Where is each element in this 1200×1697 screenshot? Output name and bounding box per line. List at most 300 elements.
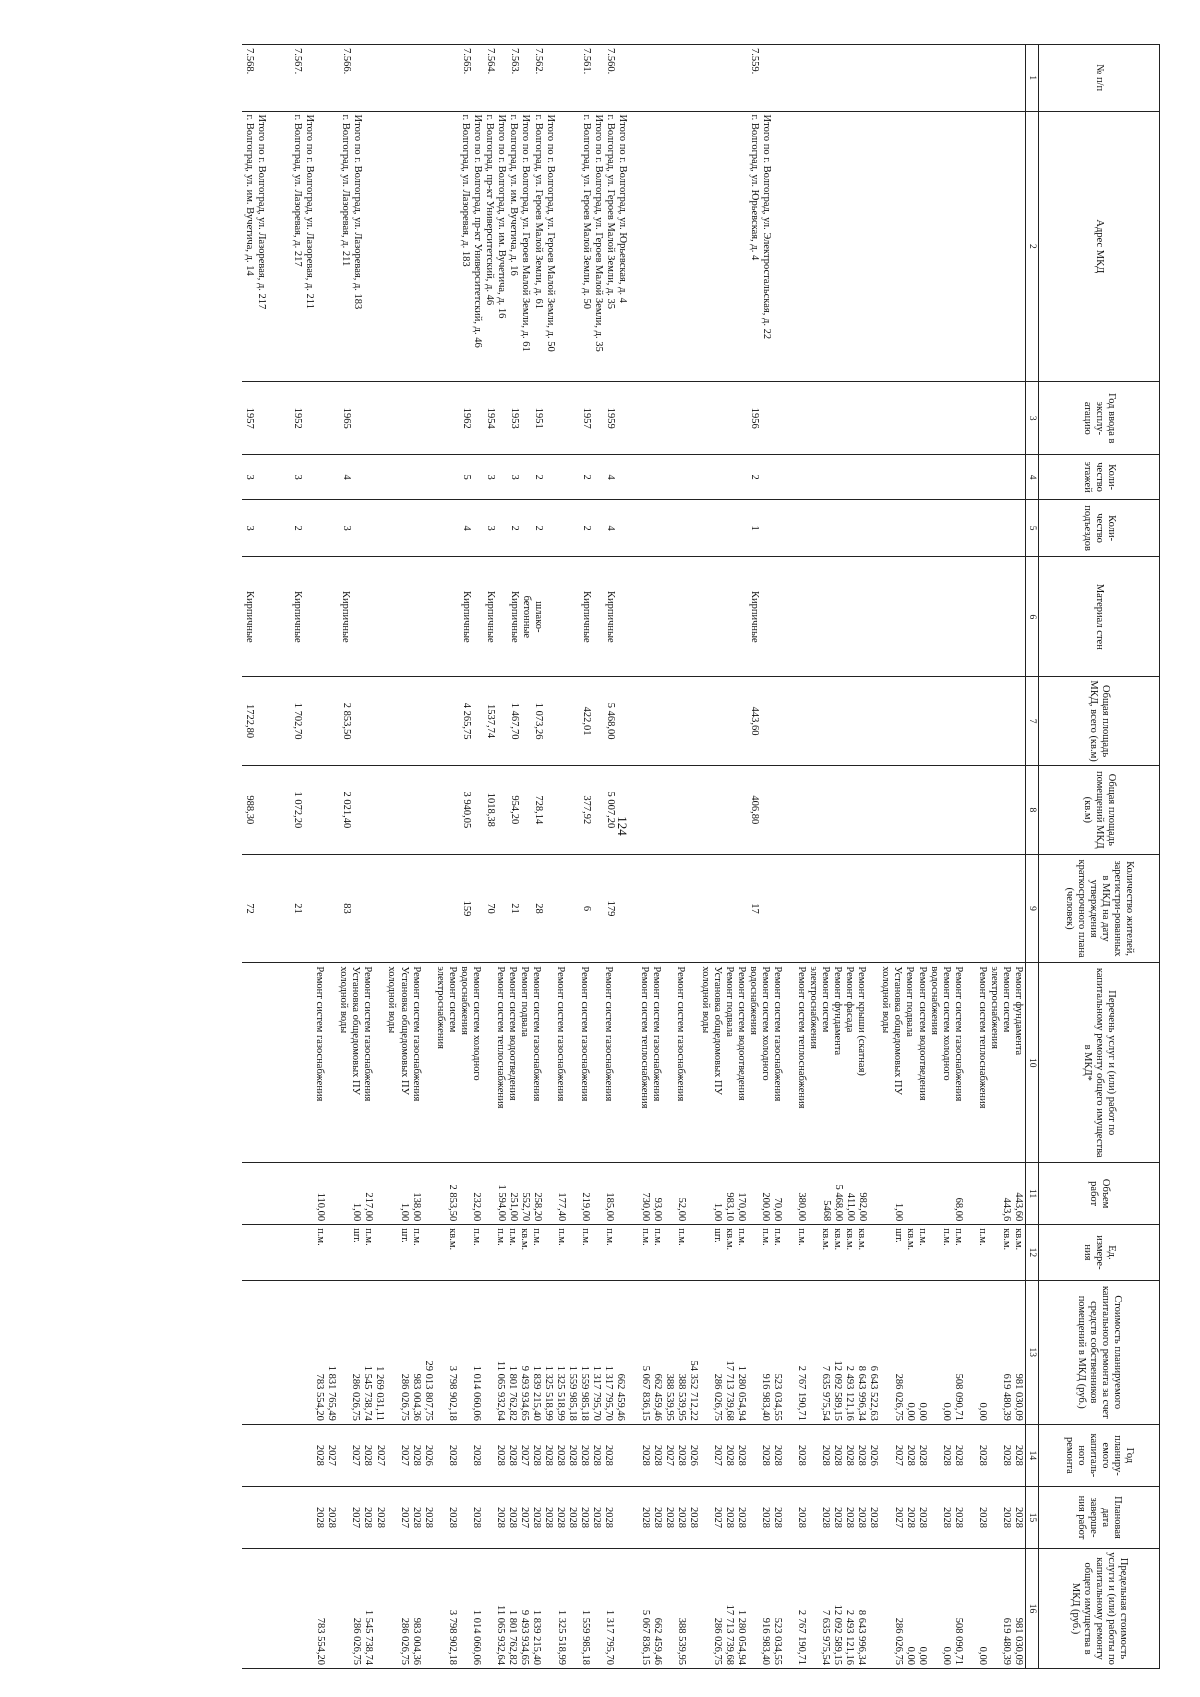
table-cell-line: 1 839 215,40 (531, 1365, 543, 1421)
header-cell: Объем работ (1039, 1163, 1160, 1225)
table-cell-line (400, 769, 412, 851)
table-cell-line (316, 858, 328, 960)
table-cell-line: 286 026,75 (711, 1617, 723, 1665)
table-cell-line (964, 769, 976, 851)
table-cell-line: водоснабжения (928, 966, 940, 1035)
table-cell-line: кв.м. (519, 1228, 531, 1251)
table-cell-line (832, 503, 844, 554)
table-cell-line: 8 643 996,34 (856, 1609, 868, 1665)
table-cell-line: 2028 (591, 1444, 603, 1466)
table-cell-line (424, 503, 436, 554)
column-number: 14 (1026, 1424, 1039, 1486)
table-cell-line (699, 1166, 711, 1221)
table-cell-line (544, 503, 556, 554)
table-cell-line: 3 (508, 474, 520, 480)
table-cell-line (337, 1428, 349, 1483)
table-cell-line (566, 966, 578, 1159)
table-cell-line (616, 458, 628, 495)
table-cell-line (880, 1228, 892, 1276)
table-cell-line (664, 560, 676, 673)
table-cell-line (796, 385, 808, 451)
table-cell-line: 286 026,75 (350, 1617, 362, 1665)
table-cell-line (255, 385, 267, 451)
table-cell-line (640, 458, 652, 495)
table-cell-line: 1954 (484, 407, 496, 429)
table-cell-line (676, 48, 688, 108)
table-cell-line (808, 858, 820, 960)
table-cell-line (976, 385, 988, 451)
table-cell-line (436, 503, 448, 554)
table-cell-line: 2028 (1000, 1507, 1012, 1528)
table-cell-line: 1537,74 (484, 704, 496, 739)
table-cell-line: 1 839 215,40 (531, 1609, 543, 1665)
table-cell-line: бетонные (520, 595, 532, 639)
header-cell: Перечень услуг и (или) работ по капитальному ремонту общего имущества в МКД* (1039, 963, 1160, 1163)
table-cell-line (712, 458, 724, 495)
table-cell-line: водоснабжения (458, 966, 470, 1035)
table-cell-line: 2028 (736, 1444, 747, 1466)
table-cell-line (628, 769, 640, 851)
table-cell-line (844, 48, 856, 108)
table-cell-line (1012, 48, 1024, 108)
table-cell-line (616, 503, 628, 554)
col-15-cell (242, 1486, 1026, 1548)
table-cell-line (591, 1228, 603, 1276)
table-cell-line (556, 503, 568, 554)
table-cell-line (976, 115, 988, 379)
table-cell-line (928, 769, 940, 851)
table-cell-line (736, 115, 748, 379)
table-cell-line: 2028 (904, 1444, 916, 1466)
table-cell-line: 11 065 932,64 (494, 1360, 506, 1421)
table-cell-line (436, 458, 448, 495)
table-cell-line (434, 1284, 446, 1421)
table-cell-line (337, 1284, 349, 1421)
table-cell-line (325, 966, 337, 1159)
table-cell-line (736, 503, 748, 554)
table-cell-line (712, 560, 724, 673)
table-cell-line: 2028 (422, 1507, 434, 1528)
table-cell-line: 662 459,46 (651, 1617, 663, 1665)
table-cell-line: 2 (532, 474, 544, 480)
table-cell-line: 2028 (446, 1507, 458, 1528)
table-cell-line (892, 458, 904, 495)
table-cell-line (376, 560, 388, 673)
table-cell-line (615, 1490, 627, 1545)
table-cell-line: 0,00 (916, 1646, 928, 1665)
table-cell-line: 2026 (868, 1444, 880, 1466)
table-cell-line (796, 458, 808, 495)
table-cell-line: 2028 (543, 1444, 555, 1466)
table-cell-line (676, 680, 688, 762)
table-cell-line (952, 115, 964, 379)
table-cell-line (376, 48, 388, 108)
table-cell-line: п.м. (976, 1228, 988, 1246)
table-cell-line (424, 48, 436, 108)
table-cell-line: 411,00 (844, 1192, 856, 1222)
table-cell-line (784, 680, 796, 762)
table-cell-line (928, 385, 940, 451)
table-cell-line: 2028 (374, 1507, 386, 1528)
table-cell-line (904, 680, 916, 762)
table-cell-line: 177,40 (555, 1192, 567, 1222)
table-cell-line (279, 560, 291, 673)
table-cell-line: 2028 (772, 1444, 784, 1466)
table-cell-line (916, 769, 928, 851)
table-cell-line (640, 503, 652, 554)
table-cell-line (916, 458, 928, 495)
table-cell-line (820, 769, 832, 851)
table-cell-line: 3 798 902,18 (447, 1609, 459, 1665)
table-cell-line: 982,00 (856, 1192, 868, 1222)
table-cell-line (868, 1552, 880, 1665)
table-cell-line: Итого по г. Волгоград, ул. Лазоревая, д. 183 (352, 114, 364, 310)
table-cell-line: 4 (340, 474, 352, 480)
table-cell-line: п.м. (579, 1228, 591, 1246)
table-cell-line (940, 385, 952, 451)
table-cell-line (652, 385, 664, 451)
table-cell-line: 2028 (760, 1444, 772, 1466)
table-cell-line: Итого по г. Волгоград, ул. Лазоревая, д. 211 (304, 114, 315, 309)
table-cell-line (724, 503, 736, 554)
table-cell-line: Ремонт систем холодного (759, 966, 771, 1081)
table-cell-line (412, 385, 424, 451)
table-cell-line: 5 007,20 (604, 791, 616, 829)
table-cell-line (376, 769, 388, 851)
table-cell-line: Итого по г. Волгоград, ул. Героев Малой Земли, д. 50 (544, 114, 556, 352)
table-cell-line (1012, 769, 1024, 851)
table-cell-line: 2028 (772, 1507, 784, 1528)
table-cell-line: 1,00 (351, 1202, 363, 1222)
table-cell-line (916, 858, 928, 960)
col-10-cell (242, 963, 1026, 1163)
table-cell-line (400, 385, 412, 451)
table-cell-line: г. Волгоград, ул. Лазоревая, д. 211 (340, 114, 352, 267)
table-cell-line (736, 858, 748, 960)
table-cell-line: 2026 (687, 1444, 699, 1466)
table-cell-line (832, 769, 844, 851)
table-cell-line: Ремонт систем теплоснабжения (976, 966, 988, 1109)
table-cell-line (652, 680, 664, 762)
table-cell-line (304, 769, 316, 851)
table-cell-line: 443,6 (1000, 1197, 1012, 1222)
table-cell-line: г. Волгоград, ул. Героев Малой Земли, д. 50 (580, 114, 592, 310)
table-cell-line: 1,00 (712, 1202, 724, 1222)
table-cell-line (808, 503, 820, 554)
table-cell-line: 7.567. (292, 48, 304, 75)
table-cell-line (352, 858, 364, 960)
table-cell-line (388, 769, 400, 851)
table-cell-line: 2028 (675, 1444, 687, 1466)
table-cell-line (952, 458, 964, 495)
table-cell-line (988, 385, 1000, 451)
table-cell-line: 2 (292, 525, 304, 531)
table-cell-line (400, 560, 412, 673)
table-cell-line: 2027 (326, 1444, 338, 1466)
table-cell-line: 1 559 985,18 (579, 1609, 591, 1665)
table-cell-line (616, 48, 628, 108)
table-cell-line: 1 073,26 (532, 702, 544, 740)
table-cell-line (458, 1284, 470, 1421)
table-cell-line (472, 48, 484, 108)
table-cell-line: 0,00 (940, 1646, 952, 1665)
table-cell-line: 1 545 738,74 (363, 1609, 374, 1665)
table-cell-line: Ремонт подвала (519, 966, 531, 1037)
table-cell-line: п.м. (314, 1228, 326, 1246)
table-cell-line: водоснабжения (747, 966, 759, 1035)
table-cell-line (652, 560, 664, 673)
table-cell-line: 232,00 (471, 1192, 483, 1222)
table-cell-line (591, 1552, 603, 1665)
table-cell-line (784, 385, 796, 451)
table-cell-line: Кирпичные (460, 590, 472, 643)
table-cell-line (615, 1166, 627, 1221)
table-cell-line: 219,00 (579, 1192, 591, 1222)
table-cell-line (376, 458, 388, 495)
table-cell-line (747, 1284, 759, 1421)
table-cell-line (1012, 385, 1024, 451)
table-cell-line: 2028 (736, 1507, 747, 1528)
table-cell-line (364, 385, 376, 451)
table-cell-line: 2028 (639, 1444, 651, 1466)
table-cell-line (916, 560, 928, 673)
table-cell-line (760, 48, 772, 108)
table-cell-line (784, 769, 796, 851)
header-cell: Количество жителей, зарегистри-рованных в МКД на дату утверждения краткосрочного плана (человек) (1039, 854, 1160, 963)
table-cell-line (676, 858, 688, 960)
table-cell-line (784, 115, 796, 379)
table-cell-line (928, 1228, 940, 1276)
table-cell-line: кв.м. (856, 1228, 868, 1251)
col-14-cell (242, 1424, 1026, 1486)
table-cell-line (820, 458, 832, 495)
table-cell-line: 0,00 (976, 1402, 988, 1421)
table-cell-line (422, 966, 434, 1159)
table-cell-line (255, 560, 267, 673)
table-cell-line: 2028 (651, 1507, 663, 1528)
table-cell-line (411, 115, 423, 379)
table-cell-line: п.м. (675, 1228, 687, 1246)
table-cell-line: 0,00 (976, 1646, 988, 1665)
table-cell-line (520, 503, 532, 554)
table-cell-line (664, 858, 676, 960)
table-cell-line: 2028 (952, 1507, 964, 1528)
table-cell-line (688, 385, 700, 451)
table-cell-line (904, 458, 916, 495)
table-cell-line (482, 1228, 494, 1276)
column-number: 5 (1026, 499, 1039, 557)
table-cell-line: 981 030,09 (1013, 1617, 1024, 1665)
table-cell-line (928, 48, 940, 108)
table-cell-line (1000, 115, 1012, 379)
table-cell-line (856, 560, 868, 673)
table-cell-line (436, 48, 448, 108)
table-cell-line (279, 48, 291, 108)
table-cell-line: 2028 (1013, 1507, 1024, 1528)
table-cell-line (820, 385, 832, 451)
table-cell-line (676, 560, 688, 673)
table-cell-line (940, 680, 952, 762)
table-cell-line: Ремонт систем газоснабжения (410, 966, 422, 1102)
table-cell-line (376, 503, 388, 554)
table-cell-line (808, 1166, 820, 1221)
table-cell-line: 286 026,75 (892, 1373, 904, 1421)
table-cell-line (880, 1166, 892, 1221)
table-cell-line (736, 560, 748, 673)
table-cell-line (628, 858, 640, 960)
table-cell-line (964, 1166, 976, 1221)
table-cell-line (664, 680, 676, 762)
table-cell-line: Ремонт систем водоотведения (507, 966, 518, 1101)
table-cell-line: 29 013 807,75 (422, 1360, 434, 1421)
table-cell-line (496, 680, 508, 762)
table-cell-line (796, 560, 808, 673)
table-cell-line (808, 680, 820, 762)
table-cell-line: Ремонт фасада (844, 966, 856, 1033)
table-cell-line (567, 1552, 579, 1665)
table-cell-line: 70,00 (772, 1197, 784, 1222)
table-cell-line: Ремонт систем (446, 966, 458, 1033)
table-cell-line (400, 458, 412, 495)
table-cell-line (796, 858, 808, 960)
table-cell-line (279, 858, 291, 960)
table-cell-line (856, 458, 868, 495)
table-cell-line: Ремонт систем газоснабжения (603, 966, 615, 1102)
table-cell-line: 7.566. (340, 48, 352, 75)
column-number: 9 (1026, 854, 1039, 963)
table-cell-line: 2028 (326, 1507, 338, 1528)
table-cell-line (422, 1166, 434, 1221)
table-cell-line: 9 493 934,65 (519, 1609, 531, 1665)
table-cell-line: 983,10 (724, 1192, 736, 1222)
table-cell-line (544, 385, 556, 451)
table-cell-line: 1957 (244, 407, 256, 429)
table-cell-line (482, 1284, 494, 1421)
table-cell-line: 7.559. (749, 48, 760, 75)
table-cell-line: 2 (580, 474, 592, 480)
table-cell-line: 2028 (446, 1444, 458, 1466)
table-cell-line (687, 1166, 699, 1221)
table-cell-line (988, 1490, 1000, 1545)
table-cell-line (400, 858, 412, 960)
table-cell-line (556, 48, 568, 108)
table-cell-line (700, 48, 712, 108)
table-cell-line: 251,00 (507, 1192, 519, 1222)
table-cell-line: Ремонт систем водоотведения (735, 966, 747, 1101)
table-cell-line: 2028 (410, 1444, 422, 1466)
table-cell-line (807, 1228, 819, 1276)
table-cell-line: п.м. (555, 1228, 567, 1246)
table-cell-line: 286 026,75 (350, 1373, 362, 1421)
table-cell-line (976, 48, 988, 108)
table-cell-line (364, 560, 376, 673)
table-cell-line (783, 1552, 795, 1665)
table-cell-line (724, 115, 736, 379)
header-cell: Предельная стоимость услуги и (или) работы по капитальному ремонту общего имущества в МКД (руб.) (1039, 1549, 1160, 1669)
table-cell-line (880, 1552, 892, 1665)
table-cell-line: 7.562. (532, 48, 544, 75)
table-cell-line (303, 560, 315, 673)
table-cell-line: 2 (749, 474, 760, 480)
table-cell-line (496, 858, 508, 960)
table-cell-line: шт. (892, 1228, 904, 1243)
col-3-cell (242, 382, 1026, 455)
table-cell-line: 422,01 (580, 706, 592, 736)
table-cell-line (327, 115, 339, 379)
table-cell-line: 1 801 762,82 (507, 1609, 519, 1665)
table-cell-line (663, 1552, 675, 1665)
table-cell-line: 8 643 996,34 (856, 1365, 868, 1421)
table-cell-line (783, 1490, 795, 1545)
table-cell-line: шт. (711, 1228, 723, 1243)
table-cell-line (880, 1284, 892, 1421)
table-cell-line (1000, 385, 1012, 451)
table-cell-line (267, 560, 279, 673)
table-cell-line (712, 858, 724, 960)
table-cell-line (544, 560, 556, 673)
table-cell-line (556, 115, 568, 379)
col-2-cell (242, 111, 1026, 382)
table-cell-line (904, 560, 916, 673)
table-cell-line: кв.м. (904, 1228, 916, 1251)
table-cell-line (868, 680, 880, 762)
table-cell-line (328, 385, 340, 451)
table-cell-line (664, 48, 676, 108)
table-cell-line (592, 560, 604, 673)
table-cell-line: 388 539,95 (675, 1617, 687, 1665)
table-cell-line: 2028 (507, 1507, 518, 1528)
table-cell-line (772, 503, 784, 554)
table-cell-line: 2028 (651, 1444, 663, 1466)
table-cell-line (820, 858, 832, 960)
table-cell-line (520, 680, 532, 762)
table-cell-line: Кирпичные (604, 590, 616, 643)
table-cell-line: 1 559 985,18 (567, 1365, 579, 1421)
column-number: 12 (1026, 1225, 1039, 1280)
table-cell-line (412, 458, 424, 495)
table-cell-line (458, 1428, 470, 1483)
table-cell-line (482, 1552, 494, 1665)
table-cell-line (590, 966, 602, 1159)
table-cell-line (267, 458, 279, 495)
table-cell-line (626, 966, 638, 1159)
table-cell-line: 783 554,20 (314, 1373, 326, 1421)
table-cell-line: 2 853,50 (340, 702, 352, 740)
table-cell-line (892, 503, 904, 554)
table-cell-line: 508 090,71 (952, 1617, 964, 1665)
table-cell-line (304, 48, 316, 108)
table-cell-line (880, 1490, 892, 1545)
table-cell-line (988, 680, 1000, 762)
table-cell-line: п.м. (651, 1228, 663, 1246)
table-cell-line (712, 769, 724, 851)
table-cell-line: 2028 (410, 1507, 422, 1528)
table-cell-line (844, 680, 856, 762)
table-cell-line (627, 1552, 639, 1665)
table-cell-line: 286 026,75 (711, 1373, 723, 1421)
table-cell-line (856, 385, 868, 451)
table-cell-line (640, 48, 652, 108)
table-cell-line (436, 560, 448, 673)
table-cell-line (976, 858, 988, 960)
table-cell-line (328, 680, 340, 762)
table-cell-line: Ремонт систем газоснабжения (651, 966, 663, 1102)
table-cell-line (880, 680, 892, 762)
table-cell-line (496, 560, 508, 673)
table-cell-line: 2028 (555, 1444, 567, 1466)
table-cell-line: 2028 (639, 1507, 651, 1528)
table-cell-line (352, 769, 364, 851)
